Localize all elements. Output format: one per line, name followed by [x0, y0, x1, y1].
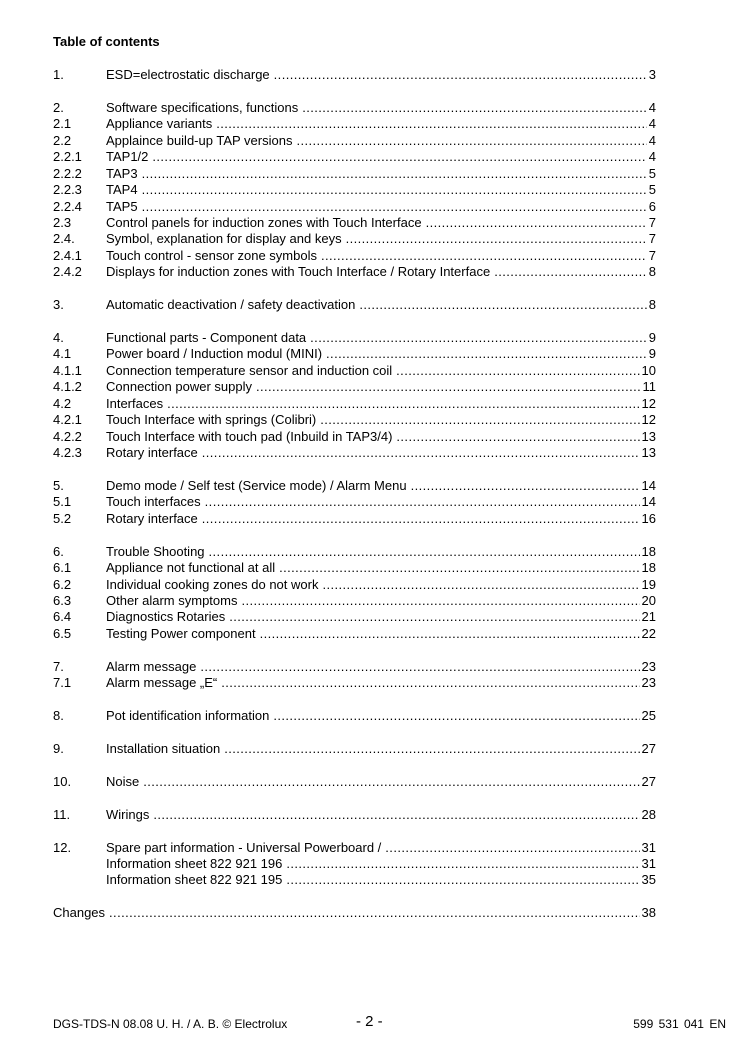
toc-dot-leader	[296, 133, 646, 149]
toc-spacer	[53, 527, 656, 543]
toc-dot-leader	[385, 840, 639, 856]
toc-dot-leader	[302, 100, 647, 116]
toc-entry-title: Touch control - sensor zone symbols	[106, 247, 317, 263]
toc-entry-title: Connection power supply	[106, 379, 252, 395]
toc-entry[interactable]	[53, 445, 656, 461]
toc-entry-title: Touch Interface with springs (Colibri)	[106, 412, 317, 428]
toc-entry-title: Software specifications, functions	[106, 99, 299, 115]
toc-dot-leader	[310, 330, 647, 346]
toc-entry-title: Installation situation	[106, 740, 221, 756]
toc-entry-title: Information sheet 822 921 196	[106, 856, 283, 871]
toc-dot-leader	[167, 396, 639, 412]
toc-entry-number: 2.1	[53, 116, 72, 132]
toc-dot-leader	[209, 544, 640, 560]
toc-entry[interactable]	[53, 215, 656, 231]
toc-spacer	[53, 642, 656, 658]
table-of-contents	[53, 67, 656, 922]
toc-entry-number: 2.4.	[53, 231, 75, 247]
toc-entry-number: 2.4.1	[53, 247, 82, 263]
toc-dot-leader	[200, 659, 639, 675]
toc-entry-page: 13	[641, 428, 656, 444]
toc-entry[interactable]	[53, 346, 656, 362]
toc-entry-number: 8.	[53, 708, 64, 724]
toc-entry[interactable]	[53, 478, 656, 494]
toc-spacer	[53, 692, 656, 708]
toc-entry-page: 31	[641, 856, 656, 871]
toc-entry-page: 35	[641, 872, 656, 888]
toc-entry-number: 4.2.3	[53, 445, 82, 461]
toc-entry-page: 6	[648, 198, 656, 214]
toc-entry-number: 2.2.4	[53, 198, 82, 214]
toc-entry-number: 2.2.1	[53, 149, 82, 165]
toc-spacer	[53, 314, 656, 330]
toc-entry-title: TAP3	[106, 165, 138, 181]
toc-entry-number: 4.2.1	[53, 412, 82, 428]
toc-entry-page: 16	[641, 510, 656, 526]
toc-entry-number: 5.2	[53, 510, 72, 526]
toc-spacer	[53, 725, 656, 741]
toc-entry-number: 4.2.2	[53, 428, 82, 444]
toc-entry-number: 6.4	[53, 609, 72, 625]
toc-entry-number: 2.2.2	[53, 165, 82, 181]
toc-dot-leader	[109, 905, 639, 921]
toc-entry-number: 11.	[53, 806, 71, 822]
toc-entry-page: 11	[642, 379, 656, 395]
toc-entry-title: Alarm message „E“	[106, 675, 218, 691]
toc-entry-number: 7.	[53, 658, 64, 674]
toc-entry[interactable]	[53, 774, 656, 790]
toc-entry-title: Appliance variants	[106, 116, 213, 132]
toc-entry-page: 7	[648, 214, 656, 230]
toc-entry-title: Other alarm symptoms	[106, 593, 238, 608]
toc-dot-leader	[426, 215, 647, 231]
toc-entry-title: Symbol, explanation for display and keys	[106, 231, 342, 247]
toc-entry-page: 4	[648, 149, 656, 165]
toc-entry[interactable]	[53, 593, 656, 609]
toc-entry-number: 10.	[53, 773, 72, 789]
toc-dot-leader	[411, 478, 640, 494]
toc-dot-leader	[396, 429, 639, 445]
toc-dot-leader	[320, 412, 639, 428]
toc-dot-leader	[256, 379, 641, 395]
toc-entry-title: Touch interfaces	[106, 494, 201, 510]
toc-dot-leader	[396, 363, 639, 379]
toc-entry-page: 14	[641, 477, 656, 493]
toc-entry-page: 23	[641, 675, 656, 691]
page-footer	[53, 1013, 726, 1036]
toc-entry-page: 18	[641, 543, 656, 559]
toc-entry-title: Changes	[53, 905, 106, 921]
footer-document-id: DGS-TDS-N 08.08 U. H. / A. B. © Electrolux	[53, 1017, 288, 1031]
toc-dot-leader	[221, 675, 639, 691]
toc-entry-number: 2.	[53, 99, 64, 115]
toc-entry-page: 23	[641, 658, 656, 674]
toc-entry-number: 3.	[53, 297, 64, 313]
toc-entry-page: 14	[641, 494, 656, 510]
toc-entry-title: Appliance not functional at all	[106, 560, 276, 576]
toc-entry[interactable]	[53, 856, 656, 872]
toc-entry[interactable]	[53, 264, 656, 280]
toc-entry-page: 38	[641, 905, 656, 921]
toc-spacer	[53, 462, 656, 478]
toc-spacer	[53, 889, 656, 905]
toc-entry-number: 4.1.2	[53, 379, 82, 395]
toc-dot-leader	[260, 626, 640, 642]
toc-entry[interactable]	[53, 807, 656, 823]
toc-dot-leader	[241, 593, 639, 609]
toc-entry-title: Automatic deactivation / safety deactivation	[106, 297, 356, 313]
toc-entry[interactable]	[53, 609, 656, 625]
toc-entry[interactable]	[53, 429, 656, 445]
toc-dot-leader	[494, 264, 647, 280]
toc-entry-page: 7	[648, 231, 656, 247]
toc-entry[interactable]	[53, 905, 656, 921]
toc-entry[interactable]	[53, 330, 656, 346]
toc-entry-title: Information sheet 822 921 195	[106, 872, 283, 888]
toc-entry-page: 8	[648, 297, 656, 313]
toc-entry-page: 4	[648, 99, 656, 115]
toc-entry-page: 27	[641, 740, 656, 756]
toc-entry-page: 12	[641, 395, 656, 411]
toc-entry-number: 4.2	[53, 395, 72, 411]
toc-entry[interactable]	[53, 626, 656, 642]
toc-entry[interactable]	[53, 100, 656, 116]
toc-entry[interactable]	[53, 379, 656, 395]
toc-entry-number: 6.3	[53, 593, 72, 608]
toc-entry-page: 4	[648, 132, 656, 148]
toc-entry-title: Demo mode / Self test (Service mode) / Alarm Menu	[106, 477, 407, 493]
toc-entry[interactable]	[53, 149, 656, 165]
toc-dot-leader	[286, 872, 639, 888]
toc-entry-page: 7	[648, 247, 656, 263]
toc-entry[interactable]	[53, 116, 656, 132]
toc-entry-number: 12.	[53, 839, 72, 855]
toc-entry-title: TAP1/2	[106, 149, 149, 165]
toc-dot-leader	[326, 346, 647, 362]
toc-entry-title: Trouble Shooting	[106, 543, 205, 559]
toc-dot-leader	[322, 577, 639, 593]
toc-entry-title: TAP5	[106, 198, 138, 214]
toc-dot-leader	[143, 774, 639, 790]
toc-spacer	[53, 757, 656, 773]
toc-title: Table of contents	[53, 34, 160, 49]
toc-entry-number: 2.2	[53, 132, 72, 148]
toc-entry[interactable]	[53, 659, 656, 675]
toc-entry-title: Displays for induction zones with Touch Interface / Rotary Interface	[106, 264, 491, 280]
toc-dot-leader	[205, 494, 640, 510]
toc-entry-page: 13	[641, 445, 656, 461]
toc-entry-number: 2.4.2	[53, 264, 82, 280]
toc-entry-number: 4.1.1	[53, 362, 82, 378]
toc-dot-leader	[202, 445, 640, 461]
toc-entry-title: Applaince build-up TAP versions	[106, 132, 293, 148]
toc-entry-page: 9	[648, 330, 656, 345]
toc-entry-number: 1.	[53, 67, 64, 82]
toc-entry-page: 28	[641, 806, 656, 822]
toc-dot-leader	[229, 609, 639, 625]
toc-entry[interactable]	[53, 133, 656, 149]
toc-dot-leader	[142, 199, 647, 215]
toc-entry-page: 19	[641, 576, 656, 592]
toc-entry-number: 9.	[53, 740, 64, 756]
toc-entry-page: 5	[648, 182, 656, 198]
footer-part-number: 599 531 041 EN	[633, 1017, 726, 1031]
toc-entry-number: 6.5	[53, 625, 72, 641]
toc-entry-title: Rotary interface	[106, 445, 198, 461]
toc-entry-page: 5	[648, 165, 656, 181]
toc-entry-title: Control panels for induction zones with Touch Interface	[106, 214, 422, 230]
toc-entry[interactable]	[53, 511, 656, 527]
toc-dot-leader	[142, 166, 647, 182]
toc-entry-title: Individual cooking zones do not work	[106, 576, 319, 592]
toc-entry[interactable]	[53, 708, 656, 724]
toc-entry[interactable]	[53, 412, 656, 428]
toc-dot-leader	[216, 116, 647, 132]
toc-entry[interactable]	[53, 297, 656, 313]
toc-entry-title: Spare part information - Universal Powerboard /	[106, 839, 382, 855]
toc-entry-number: 4.	[53, 330, 64, 345]
toc-entry-number: 4.1	[53, 346, 72, 362]
toc-entry-title: Interfaces	[106, 395, 164, 411]
toc-dot-leader	[346, 231, 647, 247]
toc-entry-number: 2.2.3	[53, 182, 82, 198]
toc-entry[interactable]	[53, 872, 656, 888]
toc-entry[interactable]	[53, 67, 656, 83]
toc-entry-page: 4	[648, 116, 656, 132]
toc-spacer	[53, 281, 656, 297]
toc-entry[interactable]	[53, 577, 656, 593]
toc-entry-page: 27	[641, 773, 656, 789]
toc-entry-title: Functional parts - Component data	[106, 330, 307, 345]
toc-entry-page: 8	[648, 264, 656, 280]
toc-entry-page: 21	[641, 609, 656, 625]
toc-entry[interactable]	[53, 544, 656, 560]
toc-dot-leader	[321, 248, 647, 264]
toc-entry-title: Diagnostics Rotaries	[106, 609, 226, 625]
toc-entry-title: Alarm message	[106, 658, 197, 674]
toc-dot-leader	[202, 511, 640, 527]
toc-entry-title: TAP4	[106, 182, 138, 198]
toc-entry[interactable]	[53, 494, 656, 510]
toc-entry[interactable]	[53, 199, 656, 215]
toc-dot-leader	[224, 741, 639, 757]
toc-entry-title: Wirings	[106, 806, 150, 822]
toc-entry-title: Testing Power component	[106, 625, 256, 641]
toc-entry-title: Touch Interface with touch pad (Inbuild in TAP3/4)	[106, 428, 393, 444]
toc-entry-title: Power board / Induction modul (MINI)	[106, 346, 323, 362]
toc-spacer	[53, 823, 656, 839]
toc-dot-leader	[273, 708, 639, 724]
toc-entry[interactable]	[53, 166, 656, 182]
toc-entry-number: 5.	[53, 477, 64, 493]
page-number: - 2 -	[356, 1013, 383, 1030]
toc-entry[interactable]	[53, 840, 656, 856]
toc-dot-leader	[279, 560, 639, 576]
toc-entry-number: 7.1	[53, 675, 72, 691]
toc-dot-leader	[152, 149, 646, 165]
toc-entry[interactable]	[53, 560, 656, 576]
toc-dot-leader	[274, 67, 647, 83]
toc-dot-leader	[142, 182, 647, 198]
toc-entry-page: 25	[641, 708, 656, 724]
toc-entry-page: 12	[641, 412, 656, 428]
toc-entry-page: 31	[641, 839, 656, 855]
toc-entry-number: 6.	[53, 543, 64, 559]
toc-dot-leader	[359, 297, 646, 313]
toc-entry-title: Noise	[106, 773, 140, 789]
toc-entry-title: ESD=electrostatic discharge	[106, 67, 270, 82]
toc-entry[interactable]	[53, 363, 656, 379]
toc-entry[interactable]	[53, 182, 656, 198]
toc-entry-page: 22	[641, 625, 656, 641]
toc-dot-leader	[286, 856, 639, 872]
toc-entry[interactable]	[53, 231, 656, 247]
toc-entry[interactable]	[53, 248, 656, 264]
toc-entry-page: 18	[641, 560, 656, 576]
toc-entry-number: 6.2	[53, 576, 72, 592]
toc-entry[interactable]	[53, 675, 656, 691]
toc-entry-title: Connection temperature sensor and induction coil	[106, 362, 393, 378]
toc-entry-page: 3	[648, 67, 656, 82]
toc-entry-number: 6.1	[53, 560, 72, 576]
toc-spacer	[53, 83, 656, 99]
toc-entry-number: 5.1	[53, 494, 72, 510]
toc-entry-page: 20	[641, 593, 656, 608]
toc-dot-leader	[153, 807, 639, 823]
toc-entry[interactable]	[53, 396, 656, 412]
toc-entry-title: Rotary interface	[106, 510, 198, 526]
toc-spacer	[53, 790, 656, 806]
toc-entry[interactable]	[53, 741, 656, 757]
toc-entry-page: 9	[648, 346, 656, 362]
toc-entry-number: 2.3	[53, 214, 72, 230]
toc-entry-title: Pot identification information	[106, 708, 270, 724]
toc-entry-page: 10	[641, 362, 656, 378]
